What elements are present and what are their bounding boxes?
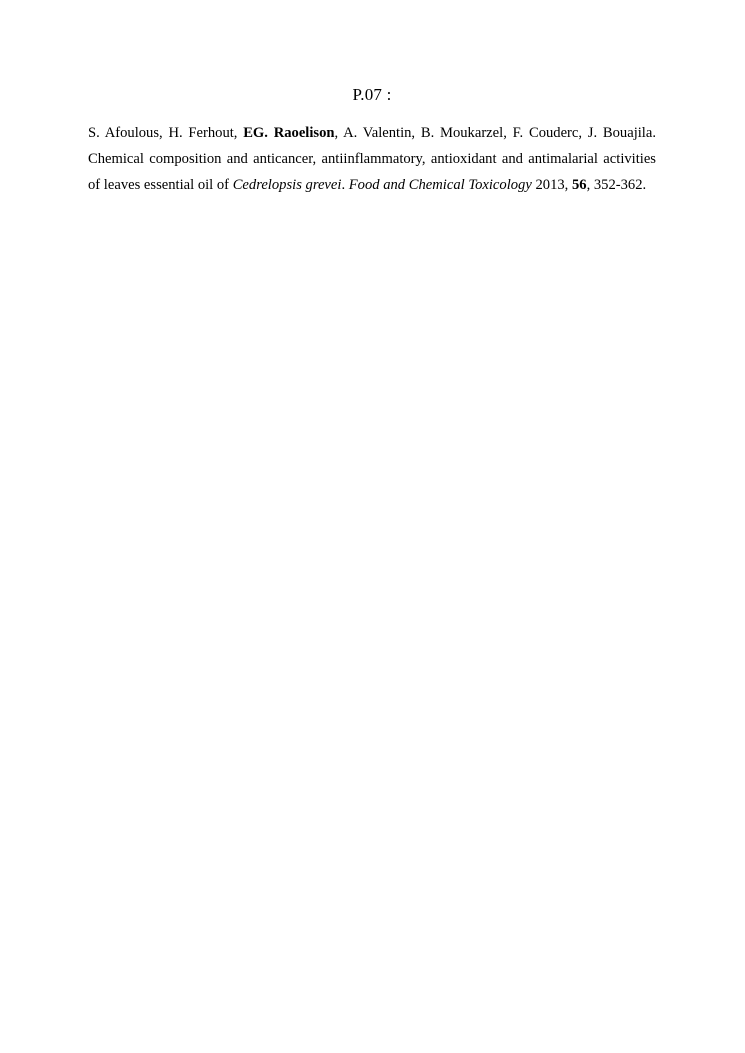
document-content	[88, 84, 660, 198]
citation-authors-post: , A. Valentin, B. Moukarzel, F. Couderc, J. Bouajila.	[334, 125, 660, 142]
citation-author-highlight: EG. Raoelison	[243, 125, 335, 142]
citation-volume: 56	[571, 177, 587, 194]
citation-journal: Food and Chemical Toxicology	[348, 177, 532, 194]
citation-separator: .	[341, 177, 349, 194]
citation-authors-pre: S. Afoulous, H. Ferhout,	[88, 125, 244, 142]
citation-article-title: Chemical composition and anticancer, antiinflammatory, antioxidant and antimalarial activities of leaves essential oil of	[88, 151, 660, 194]
citation-paragraph	[88, 120, 660, 198]
page-title: P.07 :	[352, 85, 392, 104]
citation-species: Cedrelopsis grevei	[232, 177, 342, 194]
citation-year: 2013,	[531, 177, 572, 194]
citation-pages: , 352-362.	[586, 177, 647, 194]
